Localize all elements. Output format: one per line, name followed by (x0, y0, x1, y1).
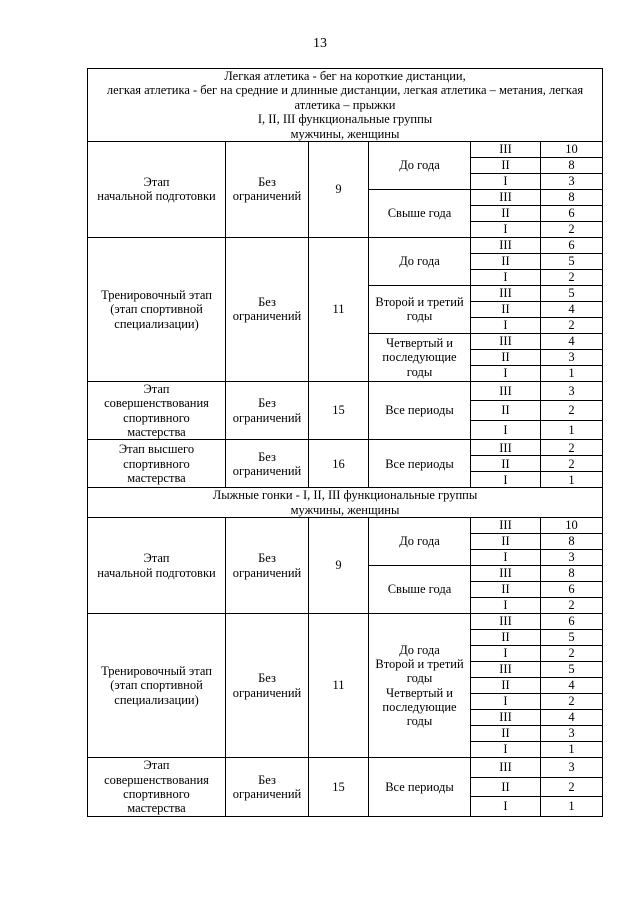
training-period: До года (369, 237, 471, 285)
max-count: 1 (541, 420, 603, 440)
section-header: Легкая атлетика - бег на короткие дистанции, легкая атлетика - бег на средние и длинные дистанции, легкая атлетика – метания, легкая атлетика – прыжки I, II, III функциональные группы мужчины, женщины (88, 69, 603, 142)
max-count: 10 (541, 141, 603, 157)
group-size: 15 (309, 381, 369, 440)
max-count: 4 (541, 678, 603, 694)
max-count: 3 (541, 349, 603, 365)
training-period: До года (369, 518, 471, 566)
max-count: 3 (541, 550, 603, 566)
functional-group: III (471, 333, 541, 349)
table-row (88, 237, 603, 253)
max-count: 2 (541, 456, 603, 472)
functional-group: III (471, 381, 541, 401)
functional-group: I (471, 550, 541, 566)
table-row (88, 518, 603, 534)
max-count: 6 (541, 237, 603, 253)
functional-group: II (471, 157, 541, 173)
training-period: До года Второй и третий годы Четвертый и последующие годы (369, 614, 471, 758)
age-limit: Без ограничений (226, 381, 309, 440)
functional-group: I (471, 598, 541, 614)
max-count: 5 (541, 253, 603, 269)
max-count: 4 (541, 333, 603, 349)
functional-group: III (471, 141, 541, 157)
max-count: 1 (541, 797, 603, 817)
training-groups-table (87, 68, 603, 817)
max-count: 2 (541, 646, 603, 662)
stage-name: Тренировочный этап (этап спортивной специализации) (88, 614, 226, 758)
max-count: 1 (541, 742, 603, 758)
max-count: 3 (541, 758, 603, 778)
age-limit: Без ограничений (226, 237, 309, 381)
max-count: 6 (541, 582, 603, 598)
group-size: 15 (309, 758, 369, 817)
training-period: Свыше года (369, 189, 471, 237)
max-count: 5 (541, 630, 603, 646)
max-count: 2 (541, 401, 603, 421)
functional-group: I (471, 365, 541, 381)
max-count: 2 (541, 598, 603, 614)
functional-group: I (471, 269, 541, 285)
stage-name: Этап начальной подготовки (88, 518, 226, 614)
functional-group: III (471, 614, 541, 630)
section-header: Лыжные гонки - I, II, III функциональные группы мужчины, женщины (88, 488, 603, 518)
table-row (88, 381, 603, 401)
max-count: 3 (541, 173, 603, 189)
training-period: Все периоды (369, 758, 471, 817)
max-count: 8 (541, 566, 603, 582)
max-count: 2 (541, 694, 603, 710)
functional-group: III (471, 440, 541, 456)
functional-group: I (471, 797, 541, 817)
training-period: Все периоды (369, 381, 471, 440)
functional-group: II (471, 456, 541, 472)
functional-group: III (471, 710, 541, 726)
age-limit: Без ограничений (226, 614, 309, 758)
training-period: Свыше года (369, 566, 471, 614)
max-count: 8 (541, 157, 603, 173)
age-limit: Без ограничений (226, 758, 309, 817)
functional-group: I (471, 694, 541, 710)
training-period: Все периоды (369, 440, 471, 488)
group-size: 11 (309, 614, 369, 758)
functional-group: I (471, 317, 541, 333)
functional-group: II (471, 630, 541, 646)
max-count: 8 (541, 534, 603, 550)
max-count: 2 (541, 269, 603, 285)
functional-group: I (471, 221, 541, 237)
max-count: 6 (541, 614, 603, 630)
training-period: До года (369, 141, 471, 189)
training-period: Второй и третий годы (369, 285, 471, 333)
functional-group: I (471, 173, 541, 189)
max-count: 1 (541, 472, 603, 488)
functional-group: II (471, 301, 541, 317)
functional-group: III (471, 758, 541, 778)
functional-group: II (471, 253, 541, 269)
functional-group: III (471, 566, 541, 582)
age-limit: Без ограничений (226, 518, 309, 614)
table-row (88, 614, 603, 630)
functional-group: I (471, 742, 541, 758)
functional-group: I (471, 472, 541, 488)
max-count: 3 (541, 381, 603, 401)
functional-group: III (471, 189, 541, 205)
max-count: 10 (541, 518, 603, 534)
max-count: 2 (541, 440, 603, 456)
max-count: 2 (541, 317, 603, 333)
stage-name: Этап совершенствования спортивного мастерства (88, 381, 226, 440)
functional-group: II (471, 205, 541, 221)
functional-group: I (471, 420, 541, 440)
functional-group: II (471, 534, 541, 550)
training-period: Четвертый и последующие годы (369, 333, 471, 381)
table-row (88, 141, 603, 157)
max-count: 4 (541, 301, 603, 317)
max-count: 2 (541, 221, 603, 237)
group-size: 11 (309, 237, 369, 381)
page-number: 13 (313, 36, 327, 51)
functional-group: II (471, 777, 541, 797)
group-size: 9 (309, 518, 369, 614)
stage-name: Этап совершенствования спортивного мастерства (88, 758, 226, 817)
functional-group: II (471, 582, 541, 598)
max-count: 5 (541, 662, 603, 678)
age-limit: Без ограничений (226, 141, 309, 237)
stage-name: Этап высшего спортивного мастерства (88, 440, 226, 488)
max-count: 6 (541, 205, 603, 221)
functional-group: III (471, 518, 541, 534)
functional-group: II (471, 401, 541, 421)
max-count: 4 (541, 710, 603, 726)
functional-group: II (471, 726, 541, 742)
group-size: 16 (309, 440, 369, 488)
functional-group: II (471, 349, 541, 365)
functional-group: III (471, 237, 541, 253)
max-count: 2 (541, 777, 603, 797)
table-row (88, 440, 603, 456)
age-limit: Без ограничений (226, 440, 309, 488)
functional-group: I (471, 646, 541, 662)
max-count: 5 (541, 285, 603, 301)
stage-name: Тренировочный этап (этап спортивной специализации) (88, 237, 226, 381)
group-size: 9 (309, 141, 369, 237)
functional-group: III (471, 285, 541, 301)
max-count: 3 (541, 726, 603, 742)
max-count: 1 (541, 365, 603, 381)
max-count: 8 (541, 189, 603, 205)
stage-name: Этап начальной подготовки (88, 141, 226, 237)
functional-group: II (471, 678, 541, 694)
functional-group: III (471, 662, 541, 678)
table-row (88, 758, 603, 778)
